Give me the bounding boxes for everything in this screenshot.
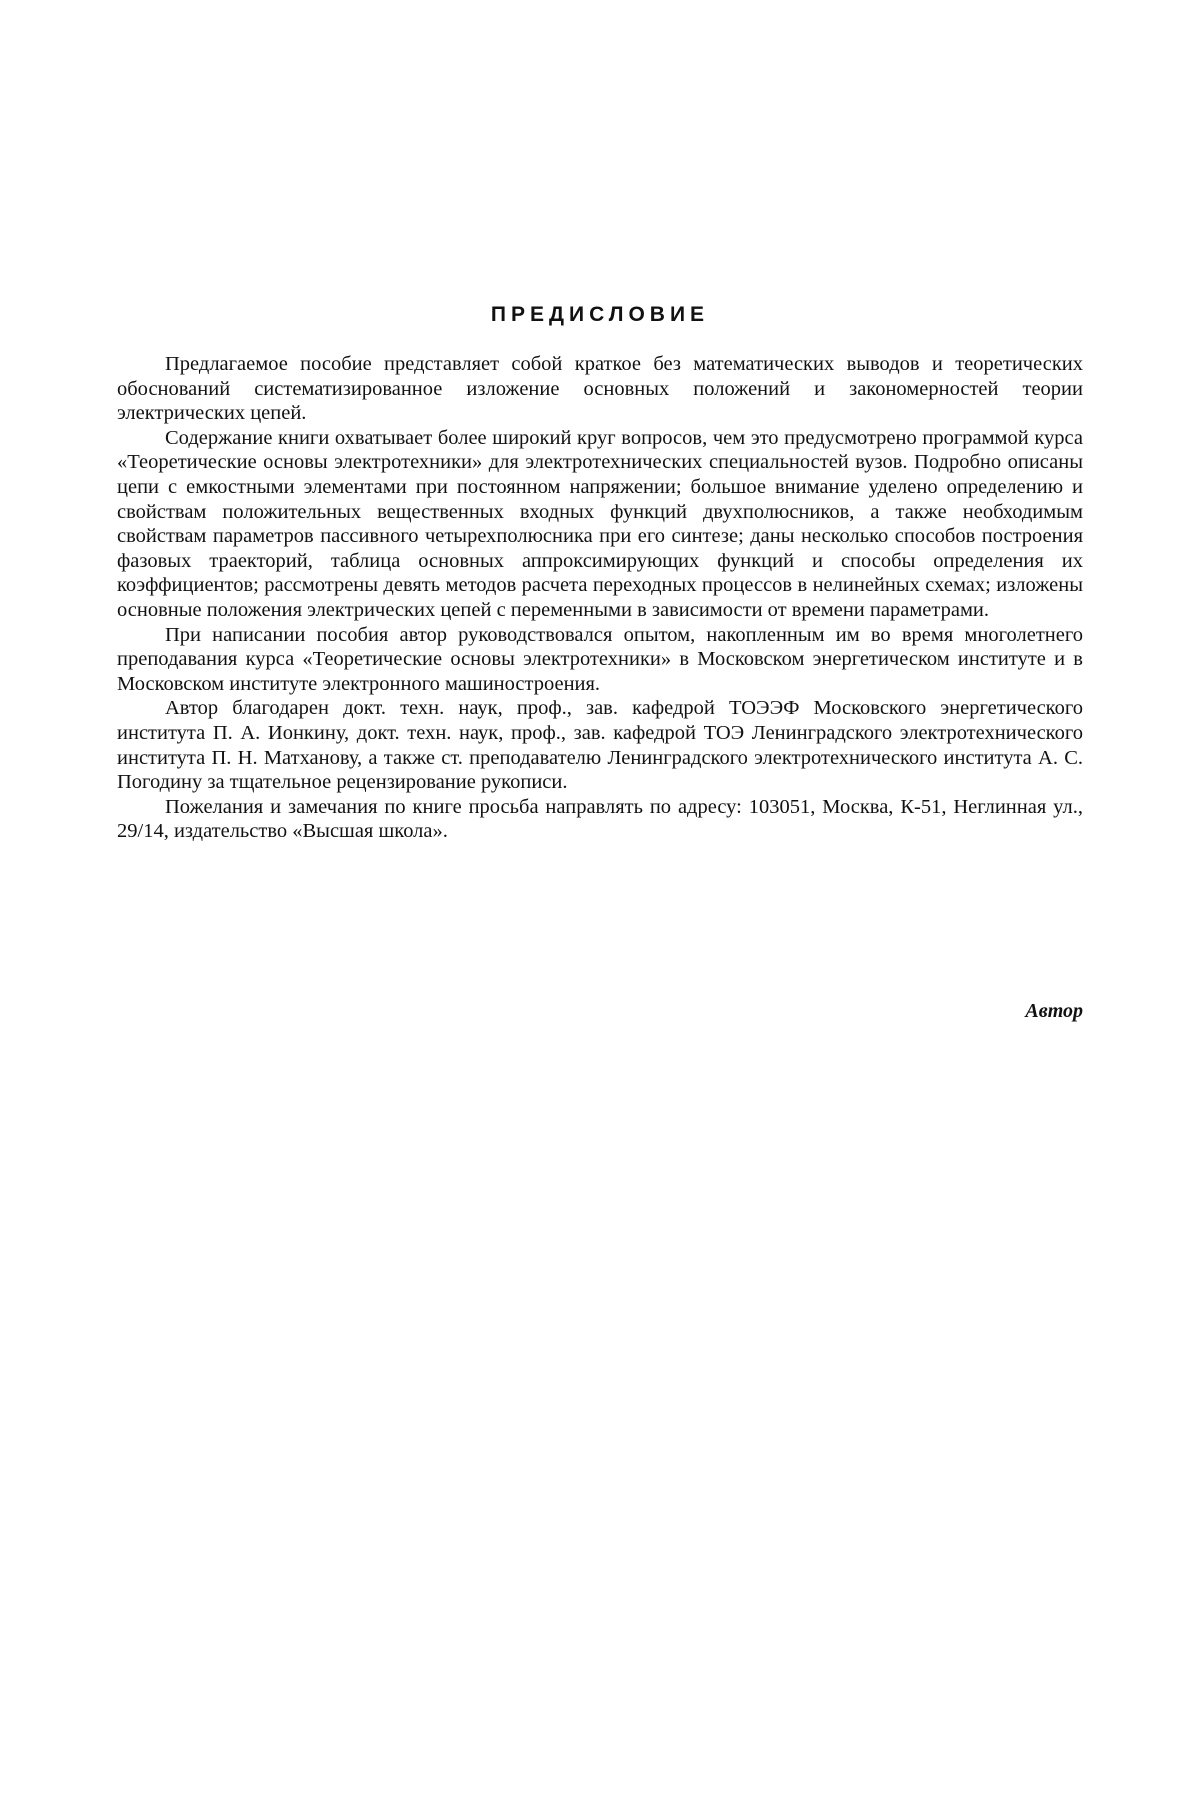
paragraph-2: Содержание книги охватывает более широкий круг вопросов, чем это предусмотрено программой курса «Теоретические основы электротехники» для электротехнических специальностей вузов. Подробно описаны цепи с емкостными элементами при постоянном напряжении; большое внимание уделено определению и свойствам положительных вещественных входных функций двухполюсников, а также необходимым свойствам параметров пассивного четырехполюсника при его синтезе; даны несколько способов построения фазовых траекторий, таблица основных аппроксимирующих функций и способы определения их коэффициентов; рассмотрены девять методов расчета переходных процессов в нелинейных схемах; изложены основные положения электрических цепей с переменными в зависимости от времени параметрами. xyxy=(117,426,1083,623)
paragraph-4: Автор благодарен докт. техн. наук, проф., зав. кафедрой ТОЭЭФ Московского энергетического института П. А. Ионкину, докт. техн. наук, проф., зав. кафедрой ТОЭ Ленинградского электротехнического института П. Н. Матханову, а также ст. преподавателю Ленинградского электротехнического института А. С. Погодину за тщательное рецензирование рукописи. xyxy=(117,696,1083,794)
preface-body xyxy=(117,352,1083,844)
paragraph-3: При написании пособия автор руководствовался опытом, накопленным им во время многолетнего преподавания курса «Теоретические основы электротехники» в Московском энергетическом институте и в Московском институте электронного машиностроения. xyxy=(117,623,1083,697)
paragraph-5: Пожелания и замечания по книге просьба направлять по адресу: 103051, Москва, К-51, Неглинная ул., 29/14, издательство «Высшая школа». xyxy=(117,795,1083,844)
paragraph-1: Предлагаемое пособие представляет собой краткое без математических выводов и теоретических обоснований систематизированное изложение основных положений и закономерностей теории электрических цепей. xyxy=(117,352,1083,426)
page-title: ПРЕДИСЛОВИЕ xyxy=(0,303,1200,327)
author-signature: Автор xyxy=(1025,1000,1083,1023)
document-page xyxy=(0,0,1200,1800)
